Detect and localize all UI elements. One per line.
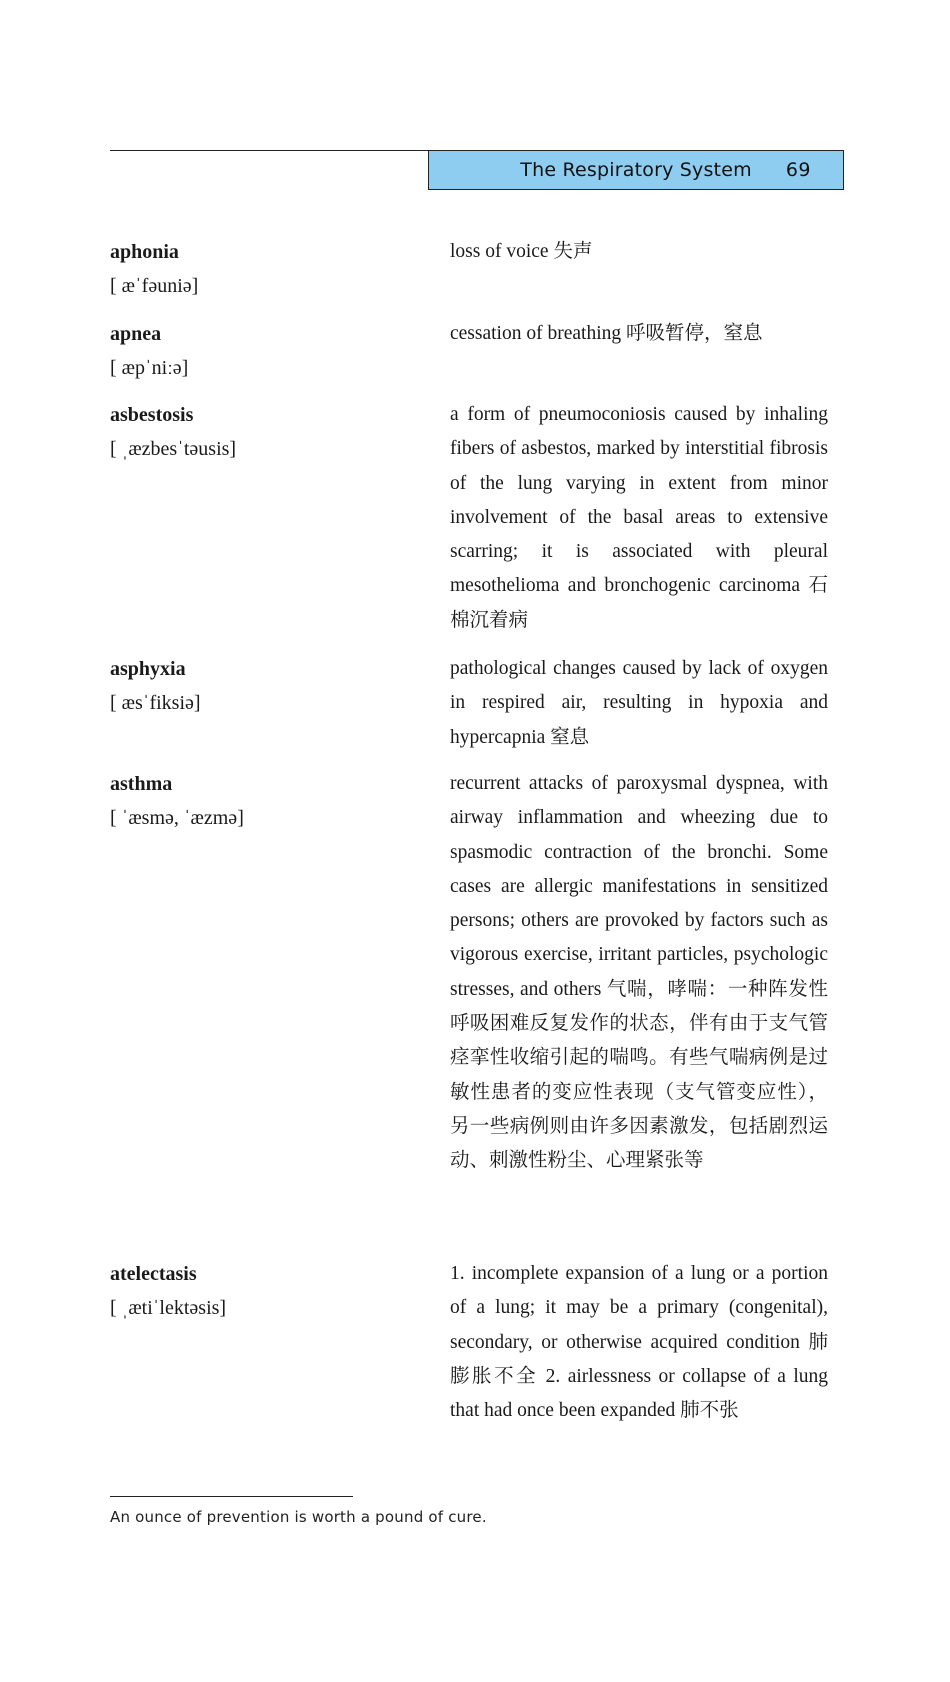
footer-quote: An ounce of prevention is worth a pound of cure.: [110, 1508, 487, 1526]
running-header: [428, 150, 844, 190]
entry-term: asthma: [110, 773, 173, 795]
entry-definition: recurrent attacks of paroxysmal dyspnea, with airway inflammation and wheezing due to spasmodic contraction of the bronchi. Some cases are allergic manifestations in sensitized persons; others are provoked by factors such as vigorous exercise, irritant particles, psychologic stresses, and others 气喘，哮喘：一种阵发性呼吸困难反复发作的状态，伴有由于支气管痉挛性收缩引起的喘鸣。有些气喘病例是过敏性患者的变应性表现（支气管变应性），另一些病例则由许多因素激发，包括剧烈运动、刺激性粉尘、心理紧张等: [450, 773, 828, 1172]
entry-pronunciation: [ ˈæsmə, ˈæzmə]: [110, 807, 244, 829]
entry-term: atelectasis: [110, 1263, 197, 1285]
entry-pronunciation: [ æˈfəuniə]: [110, 275, 199, 297]
chapter-title: The Respiratory System: [520, 159, 752, 181]
entry-definition: 1. incomplete expansion of a lung or a portion of a lung; it may be a primary (congenital), secondary, or otherwise acquired condition 肺膨胀不全 2. airlessness or collapse of a lung that had once been expanded 肺不张: [450, 1263, 828, 1422]
entry-definition: cessation of breathing 呼吸暂停，窒息: [450, 323, 763, 344]
page-number: 69: [785, 159, 811, 181]
entry-term: asbestosis: [110, 404, 194, 426]
entry-pronunciation: [ ˌætiˈlektəsis]: [110, 1297, 227, 1319]
header-rule: [110, 150, 428, 151]
entry-term: asphyxia: [110, 658, 186, 680]
entry-definition: loss of voice 失声: [450, 241, 593, 262]
footer-rule: [110, 1496, 353, 1497]
entry-definition: a form of pneumoconiosis caused by inhaling fibers of asbestos, marked by interstitial fibrosis of the lung varying in extent from minor involvement of the basal areas to extensive scarring; it is associated with pleural mesothelioma and bronchogenic carcinoma 石棉沉着病: [450, 404, 828, 631]
entry-definition: pathological changes caused by lack of oxygen in respired air, resulting in hypoxia and hypercapnia 窒息: [450, 658, 828, 748]
entry-pronunciation: [ æsˈfiksiə]: [110, 692, 201, 714]
entry-pronunciation: [ ˌæzbesˈtəusis]: [110, 438, 237, 460]
entry-pronunciation: [ æpˈniːə]: [110, 357, 189, 379]
entry-term: apnea: [110, 323, 162, 345]
entry-term: aphonia: [110, 241, 179, 263]
